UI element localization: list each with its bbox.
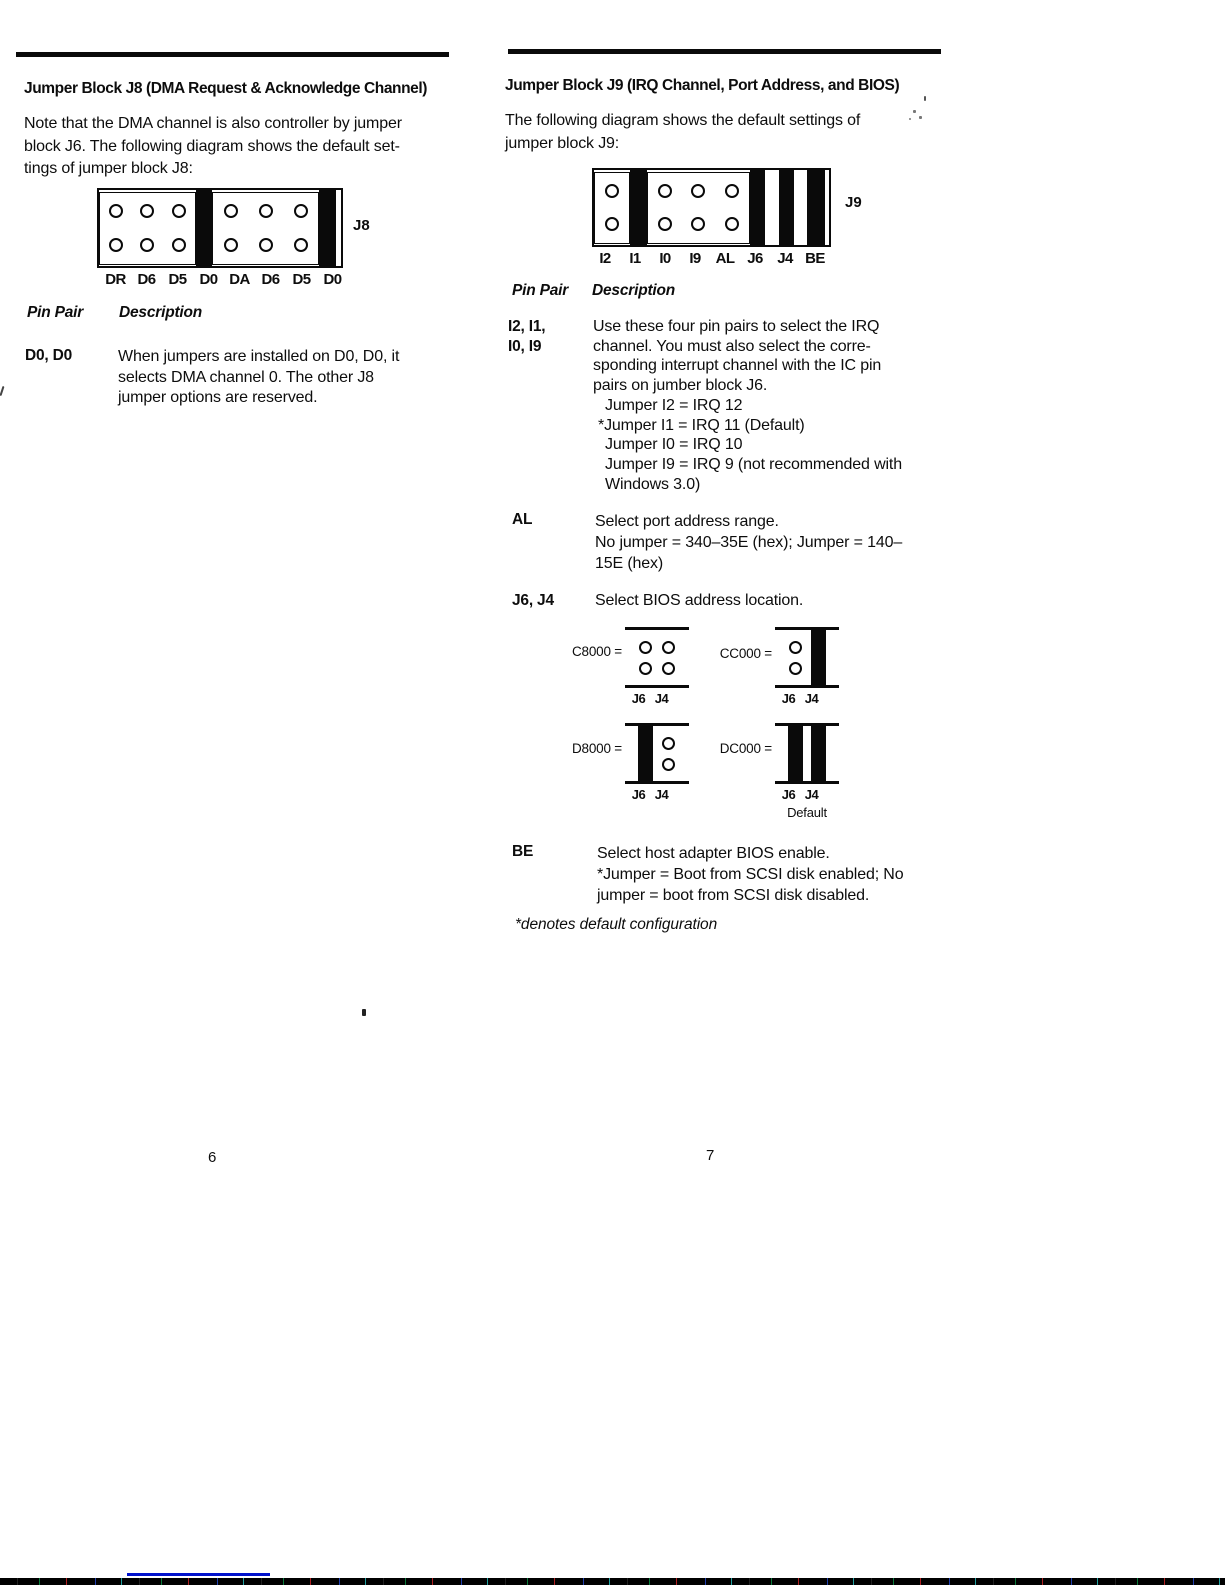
pin-open-icon [691,217,705,231]
right-page-number: 7 [706,1147,715,1164]
pin-open-icon [140,238,154,252]
pin-open-icon [662,737,675,750]
description-line: pairs on jumber block J6. [593,377,768,395]
jumper-block-j9-diagram [592,168,831,247]
description-line: 15E (hex) [595,555,664,572]
pin-label-j4: J4 [654,691,669,706]
j8-pin-label: D6 [261,271,280,288]
pin-open-icon [725,184,739,198]
diagram-pins [625,630,689,685]
pin-open-icon [691,184,705,198]
j9-jumper-installed-i1 [630,170,647,245]
pin-open-icon [109,238,123,252]
j8-pin-label: D6 [137,271,156,288]
diagram-pins [625,726,689,781]
j9-jumper-installed-be [807,170,825,245]
description-line: When jumpers are installed on D0, D0, it [118,348,400,365]
j6-pin-column [788,723,803,784]
scan-speck [362,1009,366,1016]
pin-open-icon [224,204,238,218]
pin-open-icon [662,641,675,654]
j4-pin-column [661,630,676,685]
j8-pin-label: DA [229,271,250,288]
left-page-number: 6 [208,1149,217,1166]
pin-open-icon [259,204,273,218]
description-line: *Jumper = Boot from SCSI disk enabled; No [597,866,904,883]
irq-option-line: Jumper I9 = IRQ 9 (not recommended with [605,455,902,473]
pin-pair-line: I0, I9 [508,338,542,355]
j8-jumper-installed-d0 [196,190,212,266]
j9-edge-stripe [825,170,829,245]
pin-open-icon [639,662,652,675]
right-column-header-pin-pair: Pin Pair [512,282,569,299]
diagram-pin-labels [775,691,839,706]
j9-block-name: J9 [845,194,862,211]
right-row-description-al [595,511,902,574]
scan-speck [913,110,916,113]
diagram-pin-labels [625,787,689,802]
j8-pin-label: D5 [292,271,311,288]
default-configuration-note: Default [787,805,827,820]
description-line: Select host adapter BIOS enable. [597,845,830,862]
left-page-top-rule [16,52,449,57]
scan-speck [0,386,4,396]
diagram-pins [775,726,839,781]
j8-open-pin-group-dr-d6-d5 [99,192,196,265]
description-line: selects DMA channel 0. The other J8 [118,368,374,386]
j9-gap [765,170,779,245]
pin-label-j6: J6 [781,691,796,706]
right-intro-line: jumper block J9: [505,134,620,152]
pin-open-icon [172,204,186,218]
pin-open-icon [662,662,675,675]
j9-gap [794,170,807,245]
scan-speck [919,116,922,119]
j6-pin-column [788,630,803,685]
pin-open-icon [109,204,123,218]
bios-diagram-label-d8000: D8000 = [571,741,622,756]
j9-pin-label: BE [805,250,825,267]
scan-speck [909,118,911,120]
bios-diagram-label-dc000: DC000 = [719,741,772,756]
irq-option-line-default: *Jumper I1 = IRQ 11 (Default) [598,416,805,434]
pin-open-icon [172,238,186,252]
right-page-title: Jumper Block J9 (IRQ Channel, Port Address, and BIOS) [505,77,900,94]
right-row-description-be [597,843,903,906]
bios-diagram-cc000 [775,627,839,706]
diagram-bottom-line [775,685,839,688]
pin-label-j6: J6 [631,691,646,706]
j8-pin-label: D0 [323,271,342,288]
right-column-header-description: Description [592,282,676,299]
description-line: sponding interrupt channel with the IC pin [593,357,882,375]
right-intro-line: The following diagram shows the default settings of [505,112,861,129]
j8-jumper-installed-d0 [319,190,336,266]
bios-diagram-d8000 [625,723,689,802]
bios-diagram-c8000 [625,627,689,706]
j4-pin-column [811,627,826,688]
left-column-header-description: Description [119,304,203,321]
diagram-pin-labels [775,787,839,802]
pin-open-icon [658,184,672,198]
right-intro-paragraph [505,110,860,155]
diagram-bottom-line [625,685,689,688]
bios-diagram-dc000 [775,723,839,820]
j9-open-pin-group-i0-i9-al [647,172,750,244]
j4-pin-column [661,726,676,781]
pin-label-j4: J4 [804,787,819,802]
pin-open-icon [294,238,308,252]
right-row-pin-j6-j4: J6, J4 [512,592,554,609]
left-column-header-pin-pair: Pin Pair [27,304,84,321]
j6-pin-column [638,630,653,685]
j9-pin-label: J4 [777,250,793,267]
j9-pin-label: I2 [599,250,611,267]
pin-label-j6: J6 [781,787,796,802]
scan-speck [924,96,926,101]
pin-open-icon [259,238,273,252]
right-row-description-j6-j4: Select BIOS address location. [595,592,804,609]
left-intro-line: tings of jumper block J8: [24,160,193,177]
pin-open-icon [224,238,238,252]
right-row-description-irq [593,317,902,494]
j9-pin-label: I0 [659,250,671,267]
diagram-pins [775,630,839,685]
left-intro-line: block J6. The following diagram shows the default set- [24,137,400,155]
pin-open-icon [605,217,619,231]
pin-open-icon [789,662,802,675]
diagram-bottom-line [625,781,689,784]
pin-open-icon [140,204,154,218]
left-row-description [118,347,399,409]
description-line: jumper = boot from SCSI disk disabled. [597,887,870,904]
pin-label-j6: J6 [631,787,646,802]
right-row-pin-al: AL [512,511,533,528]
description-line: Use these four pin pairs to select the IRQ [593,318,880,335]
j4-pin-column [811,723,826,784]
left-page-title: Jumper Block J8 (DMA Request & Acknowledge Channel) [24,80,428,97]
bios-diagram-label-cc000: CC000 = [719,646,772,661]
irq-option-line: Jumper I0 = IRQ 10 [605,436,743,454]
right-page-top-rule [508,49,941,54]
j9-jumper-installed-j4 [779,170,794,245]
j9-pin-label: AL [715,250,735,267]
j9-pin-label: I9 [689,250,701,267]
description-line: channel. You must also select the corre- [593,337,871,355]
scan-bottom-edge [0,1578,1225,1585]
j8-edge-stripe [336,190,341,266]
description-line: jumper options are reserved. [118,389,318,406]
diagram-bottom-line [775,781,839,784]
pin-open-icon [662,758,675,771]
pin-label-j4: J4 [804,691,819,706]
left-intro-paragraph [24,113,402,181]
j9-jumper-installed-j6 [750,170,765,245]
blue-underline-artifact [127,1573,270,1576]
pin-open-icon [639,641,652,654]
right-row-pin-irq [508,317,545,357]
j8-pin-label: DR [105,271,126,288]
j8-pin-labels [100,271,348,288]
bios-diagram-label-c8000: C8000 = [571,644,622,659]
description-line: Select port address range. [595,513,779,530]
right-row-pin-be: BE [512,843,534,860]
j9-open-pin-group-i2 [594,172,630,244]
j9-pin-label: I1 [629,250,641,267]
j8-block-name: J8 [353,217,370,234]
irq-option-line: Windows 3.0) [605,475,701,493]
j9-pin-label: J6 [747,250,763,267]
pin-open-icon [294,204,308,218]
pin-open-icon [725,217,739,231]
pin-pair-line: I2, I1, [508,318,546,335]
irq-option-line: Jumper I2 = IRQ 12 [605,396,743,414]
jumper-block-j8-diagram [97,188,343,268]
default-configuration-footnote: *denotes default configuration [515,916,718,933]
j8-pin-label: D5 [168,271,187,288]
j9-pin-labels [590,250,830,267]
j8-pin-label: D0 [199,271,218,288]
pin-open-icon [789,641,802,654]
j8-open-pin-group-da-d6-d5 [212,192,319,265]
pin-open-icon [658,217,672,231]
description-line: No jumper = 340–35E (hex); Jumper = 140– [595,534,903,551]
left-intro-line: Note that the DMA channel is also controller by jumper [24,115,402,132]
left-row-pin-d0-d0: D0, D0 [25,347,73,364]
diagram-pin-labels [625,691,689,706]
j6-pin-column [638,723,653,784]
pin-open-icon [605,184,619,198]
pin-label-j4: J4 [654,787,669,802]
